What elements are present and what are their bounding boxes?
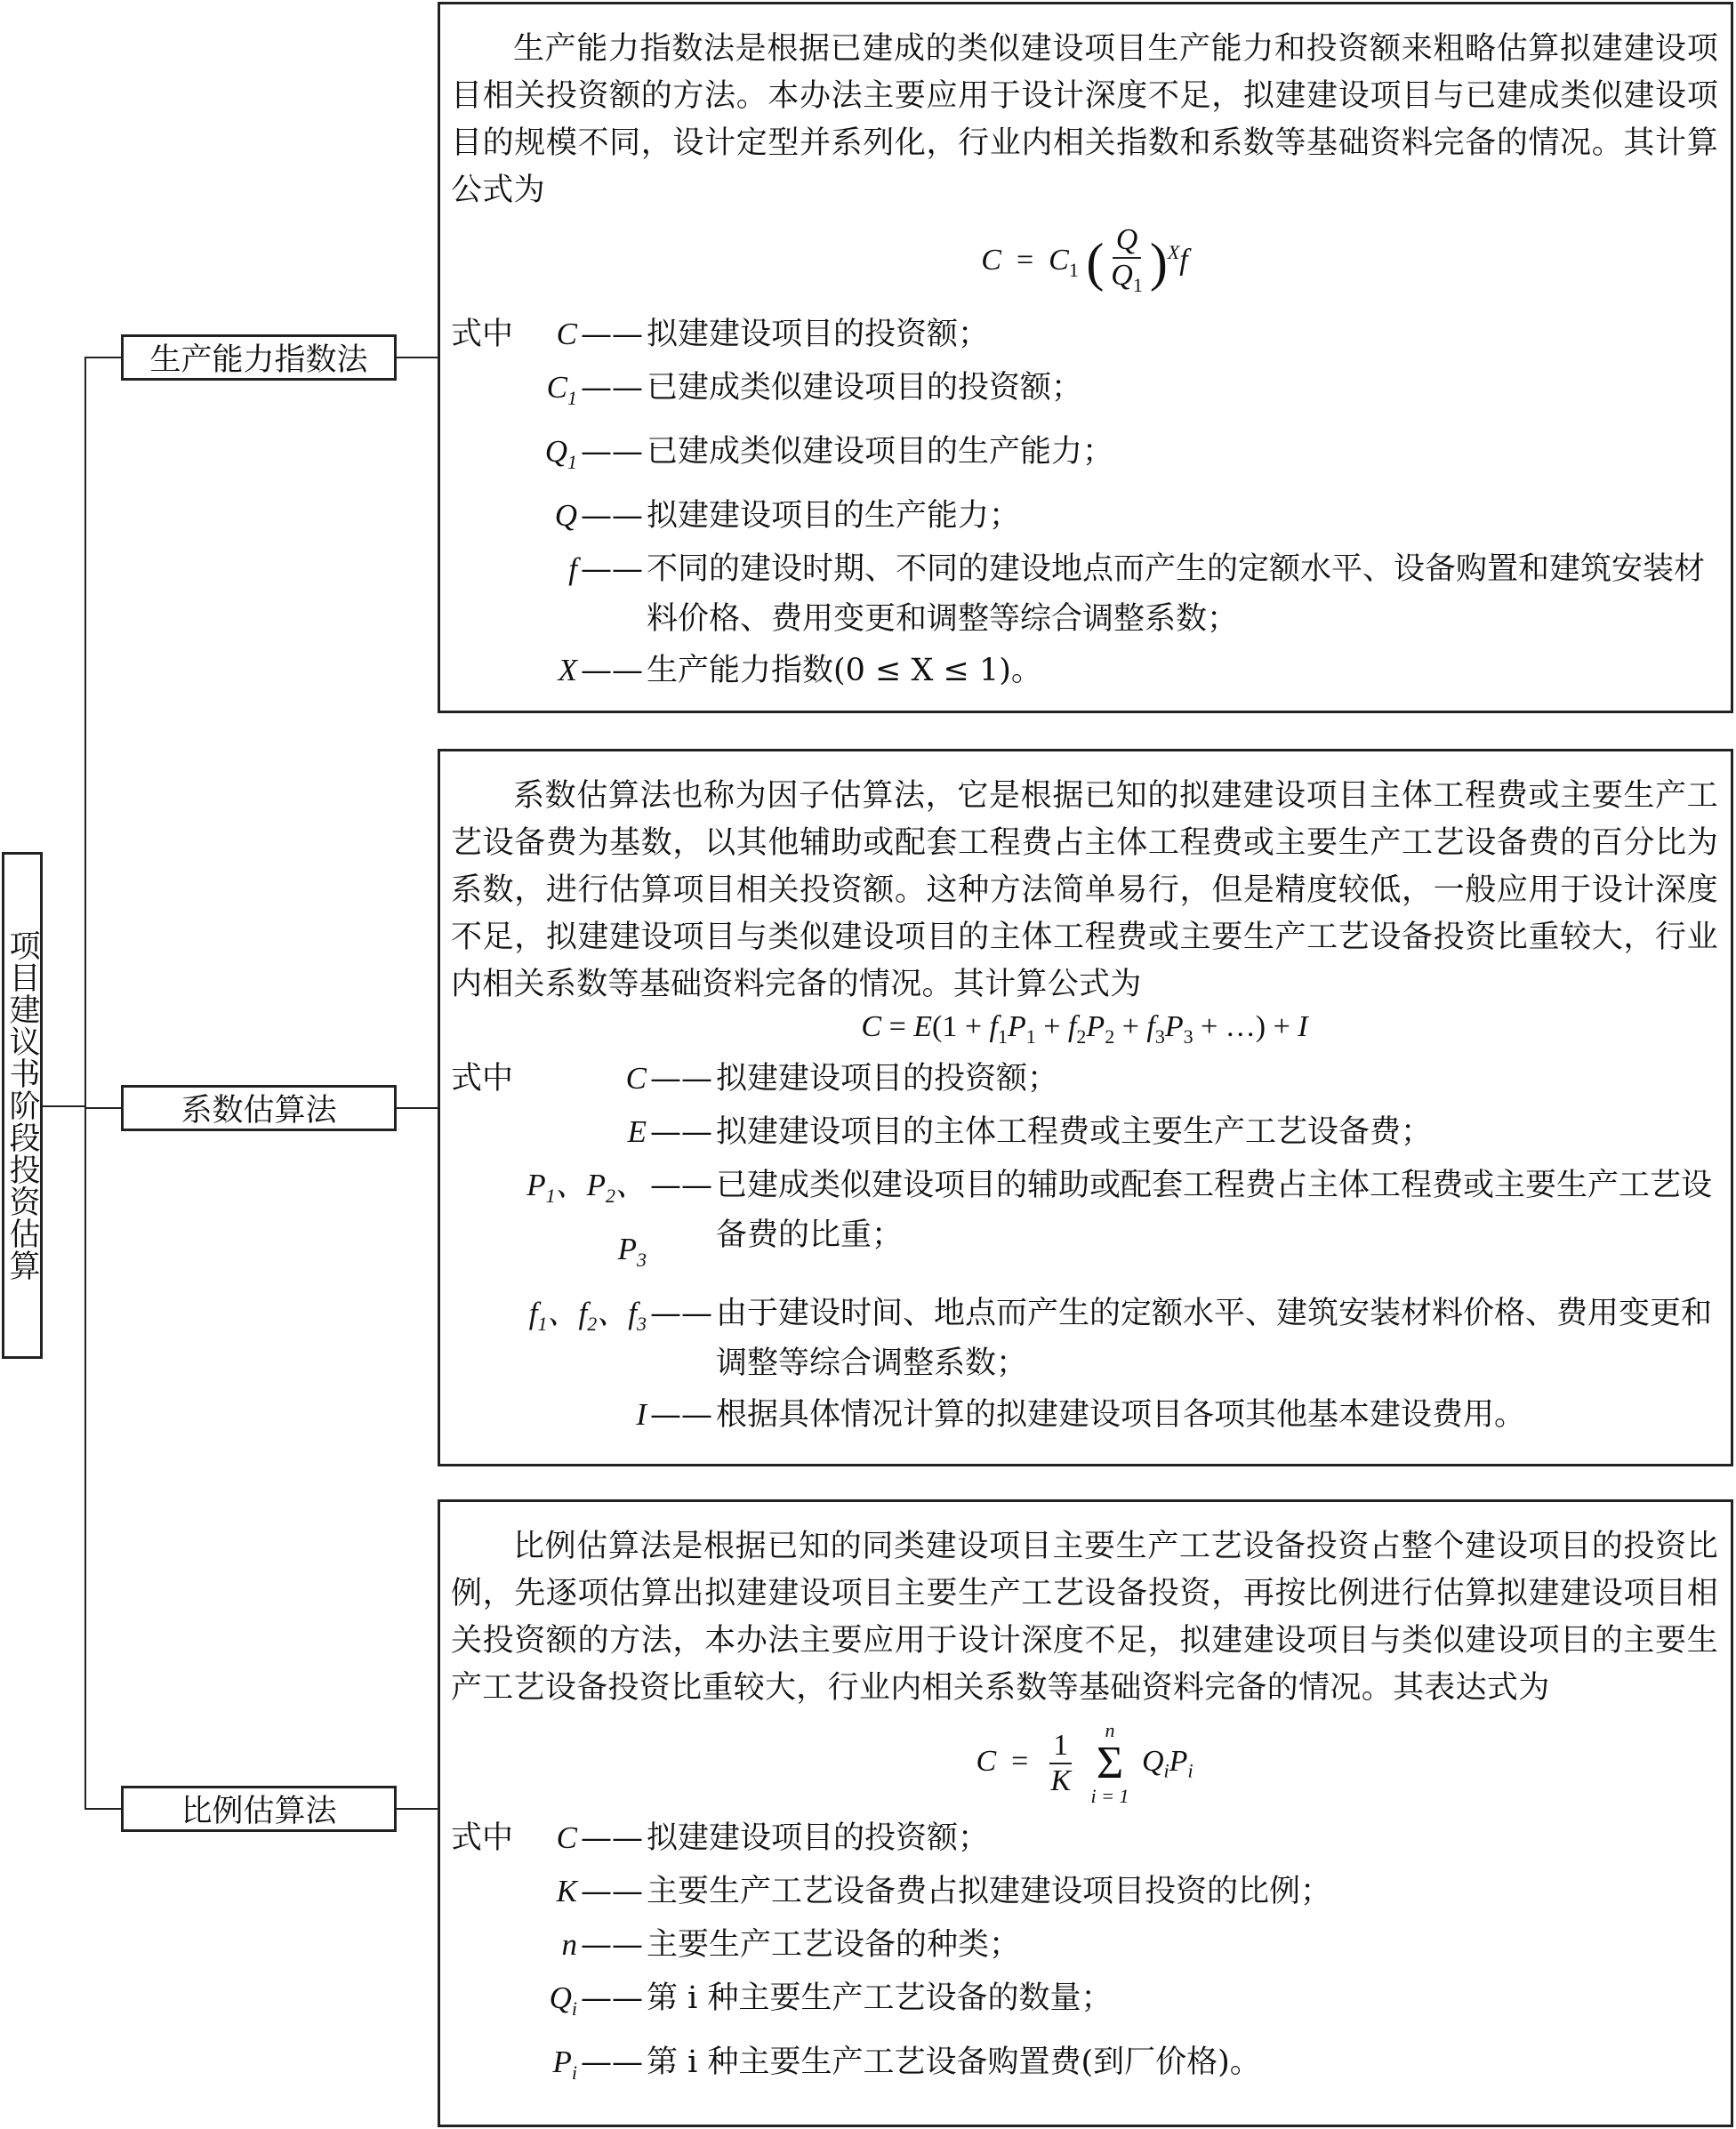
definition-text: 拟建建设项目的投资额； bbox=[647, 316, 990, 352]
panel-capacity-index bbox=[438, 2, 1733, 713]
panel-connector-1 bbox=[397, 357, 438, 358]
definition-text: 拟建建设项目的投资额； bbox=[716, 1060, 1059, 1097]
paragraph: 生产能力指数法是根据已建成的类似建设项目生产能力和投资额来粗略估算拟建建设项目相关投资额的方法。本办法主要应用于设计深度不足，拟建建设项目与已建成类似建设项目的规模不同，设计定型并系列化，行业内相关指数和系数等基础资料完备的情况。其计算公式为 bbox=[451, 31, 1718, 208]
definition-row: f —— 不同的建设时期、不同的建设地点而产生的定额水平、设备购置和建筑安装材料价格、费用变更和调整等综合调整系数； bbox=[451, 542, 1718, 644]
definition-text: 拟建建设项目的生产能力； bbox=[647, 497, 1021, 534]
panel-connector-2 bbox=[397, 1107, 438, 1109]
definitions-list bbox=[451, 1052, 1718, 1458]
symbol: X bbox=[558, 652, 577, 687]
method-label-capacity-index: 生产能力指数法 bbox=[121, 334, 397, 381]
formula-coefficient: $C = E(1 + f_1P_1 + f_2P_2 + f_3P_3$ + …) + I bbox=[861, 1010, 1308, 1048]
symbol: $f_1$、$f_2$、$f_3$ bbox=[528, 1295, 647, 1335]
definition-text: 不同的建设时期、不同的建设地点而产生的定额水平、设备购置和建筑安装材料价格、费用变更和调整等综合调整系数； bbox=[647, 550, 1706, 637]
where-label: 式中 bbox=[451, 316, 514, 352]
definition-row: Q —— 拟建建设项目的生产能力； bbox=[451, 489, 1718, 542]
branch-line-1 bbox=[84, 357, 122, 358]
definition-row: E —— 拟建建设项目的主体工程费或主要生产工艺设备费； bbox=[451, 1105, 1718, 1159]
panel-proportion bbox=[438, 1499, 1733, 2127]
definition-row: $Q_1$ —— 已建成类似建设项目的生产能力； bbox=[451, 425, 1718, 489]
method-label-proportion: 比例估算法 bbox=[121, 1786, 397, 1832]
symbol: n bbox=[561, 1927, 577, 1962]
definition-row: I —— 根据具体情况计算的拟建建设项目各项其他基本建设费用。 bbox=[451, 1388, 1718, 1442]
paragraph: 系数估算法也称为因子估算法，它是根据已知的拟建建设项目主体工程费或主要生产工艺设备费为基数，以其他辅助或配套工程费占主体工程费或主要生产工艺设备费的百分比为系数，进行估算项目相关投资额。这种方法简单易行，但是精度较低，一般应用于设计深度不足，拟建建设项目与类似建设项目的主体工程费或主要生产工艺设备投资比重较大，行业内相关系数等基础资料完备的情况。其计算公式为 bbox=[451, 778, 1718, 1002]
root-node bbox=[2, 852, 43, 1359]
definition-text: 已建成类似建设项目的投资额； bbox=[647, 369, 1083, 406]
definition-row: n —— 主要生产工艺设备的种类； bbox=[451, 1918, 1718, 1972]
definition-row: 式中 C —— 拟建建设项目的投资额； bbox=[451, 1812, 1718, 1865]
panel-coefficient bbox=[438, 749, 1733, 1466]
root-title: 项目建议书阶段投资估算 bbox=[4, 929, 40, 1281]
definition-row: K —— 主要生产工艺设备费占拟建建设项目投资的比例； bbox=[451, 1865, 1718, 1918]
symbol: E bbox=[627, 1113, 647, 1149]
definition-text: 第 i 种主要生产工艺设备购置费(到厂价格)。 bbox=[647, 2045, 1261, 2080]
definition-text: 主要生产工艺设备费占拟建建设项目投资的比例； bbox=[647, 1874, 1332, 1909]
definition-text: 已建成类似建设项目的生产能力； bbox=[647, 433, 1114, 470]
symbol: $C_1$ bbox=[546, 369, 577, 409]
symbol: $Q_i$ bbox=[549, 1980, 577, 2020]
where-label: 式中 bbox=[451, 1820, 514, 1856]
definition-text: 主要生产工艺设备的种类； bbox=[647, 1927, 1021, 1963]
formula-capacity-index: $C = C_1$ ( $\frac{Q}{Q_1}$ )$^X$f bbox=[981, 223, 1188, 296]
trunk-line bbox=[84, 357, 86, 1810]
method-label-coefficient: 系数估算法 bbox=[121, 1085, 397, 1131]
definition-text: 已建成类似建设项目的辅助或配套工程费占主体工程费或主要生产工艺设备费的比重； bbox=[716, 1167, 1713, 1253]
definition-row: $Q_i$ —— 第 i 种主要生产工艺设备的数量； bbox=[451, 1972, 1718, 2036]
definition-text: 第 i 种主要生产工艺设备的数量； bbox=[647, 1980, 1113, 2016]
definition-text: 根据具体情况计算的拟建建设项目各项其他基本建设费用。 bbox=[716, 1396, 1526, 1433]
symbol: C bbox=[625, 1060, 647, 1096]
definition-row: $C_1$ —— 已建成类似建设项目的投资额； bbox=[451, 361, 1718, 425]
symbol: f bbox=[568, 550, 577, 586]
branch-line-2 bbox=[84, 1107, 122, 1109]
definition-row: 式中 C —— 拟建建设项目的投资额； bbox=[451, 1052, 1718, 1105]
definition-text: 生产能力指数(0 ≤ X ≤ 1)。 bbox=[647, 652, 1042, 688]
symbol: $Q_1$ bbox=[544, 433, 577, 473]
definition-row: $P_i$ —— 第 i 种主要生产工艺设备购置费(到厂价格)。 bbox=[451, 2036, 1718, 2100]
symbol: $P_1$、$P_2$、$P_3$ bbox=[526, 1167, 647, 1271]
symbol: C bbox=[556, 1820, 577, 1855]
paragraph: 比例估算法是根据已知的同类建设项目主要生产工艺设备投资占整个建设项目的投资比例，先逐项估算出拟建建设项目主要生产工艺设备投资，再按比例进行估算拟建建设项目相关投资额的方法，本办法主要应用于设计深度不足，拟建建设项目与类似建设项目的主要生产工艺设备投资比重较大，行业内相关系数等基础资料完备的情况。其表达式为 bbox=[451, 1529, 1718, 1706]
formula-proportion: C = $\frac{1}{K}$ n Σ i = 1 $Q_iP_i$ bbox=[976, 1719, 1194, 1807]
symbol: $P_i$ bbox=[552, 2045, 577, 2084]
root-connector bbox=[43, 1105, 85, 1107]
definition-row: $P_1$、$P_2$、$P_3$ —— 已建成类似建设项目的辅助或配套工程费占主体工程费或主要生产工艺设备费的比重； bbox=[451, 1159, 1718, 1287]
symbol: K bbox=[556, 1874, 577, 1908]
symbol: C bbox=[556, 316, 577, 351]
branch-line-3 bbox=[84, 1808, 122, 1810]
definition-row: $f_1$、$f_2$、$f_3$ —— 由于建设时间、地点而产生的定额水平、建筑安装材料价格、费用变更和调整等综合调整系数； bbox=[451, 1287, 1718, 1388]
symbol: I bbox=[636, 1396, 647, 1432]
definitions-list bbox=[451, 308, 1718, 713]
definition-text: 拟建建设项目的投资额； bbox=[647, 1820, 990, 1856]
symbol: Q bbox=[554, 497, 577, 533]
definition-row: 式中 C —— 拟建建设项目的投资额； bbox=[451, 308, 1718, 361]
definition-row: X —— 生产能力指数(0 ≤ X ≤ 1)。 bbox=[451, 644, 1718, 697]
panel-connector-3 bbox=[397, 1808, 438, 1810]
where-label: 式中 bbox=[451, 1060, 514, 1097]
definition-text: 拟建建设项目的主体工程费或主要生产工艺设备费； bbox=[716, 1113, 1433, 1150]
definitions-list bbox=[451, 1812, 1718, 2116]
definition-text: 由于建设时间、地点而产生的定额水平、建筑安装材料价格、费用变更和调整等综合调整系数； bbox=[716, 1295, 1713, 1381]
